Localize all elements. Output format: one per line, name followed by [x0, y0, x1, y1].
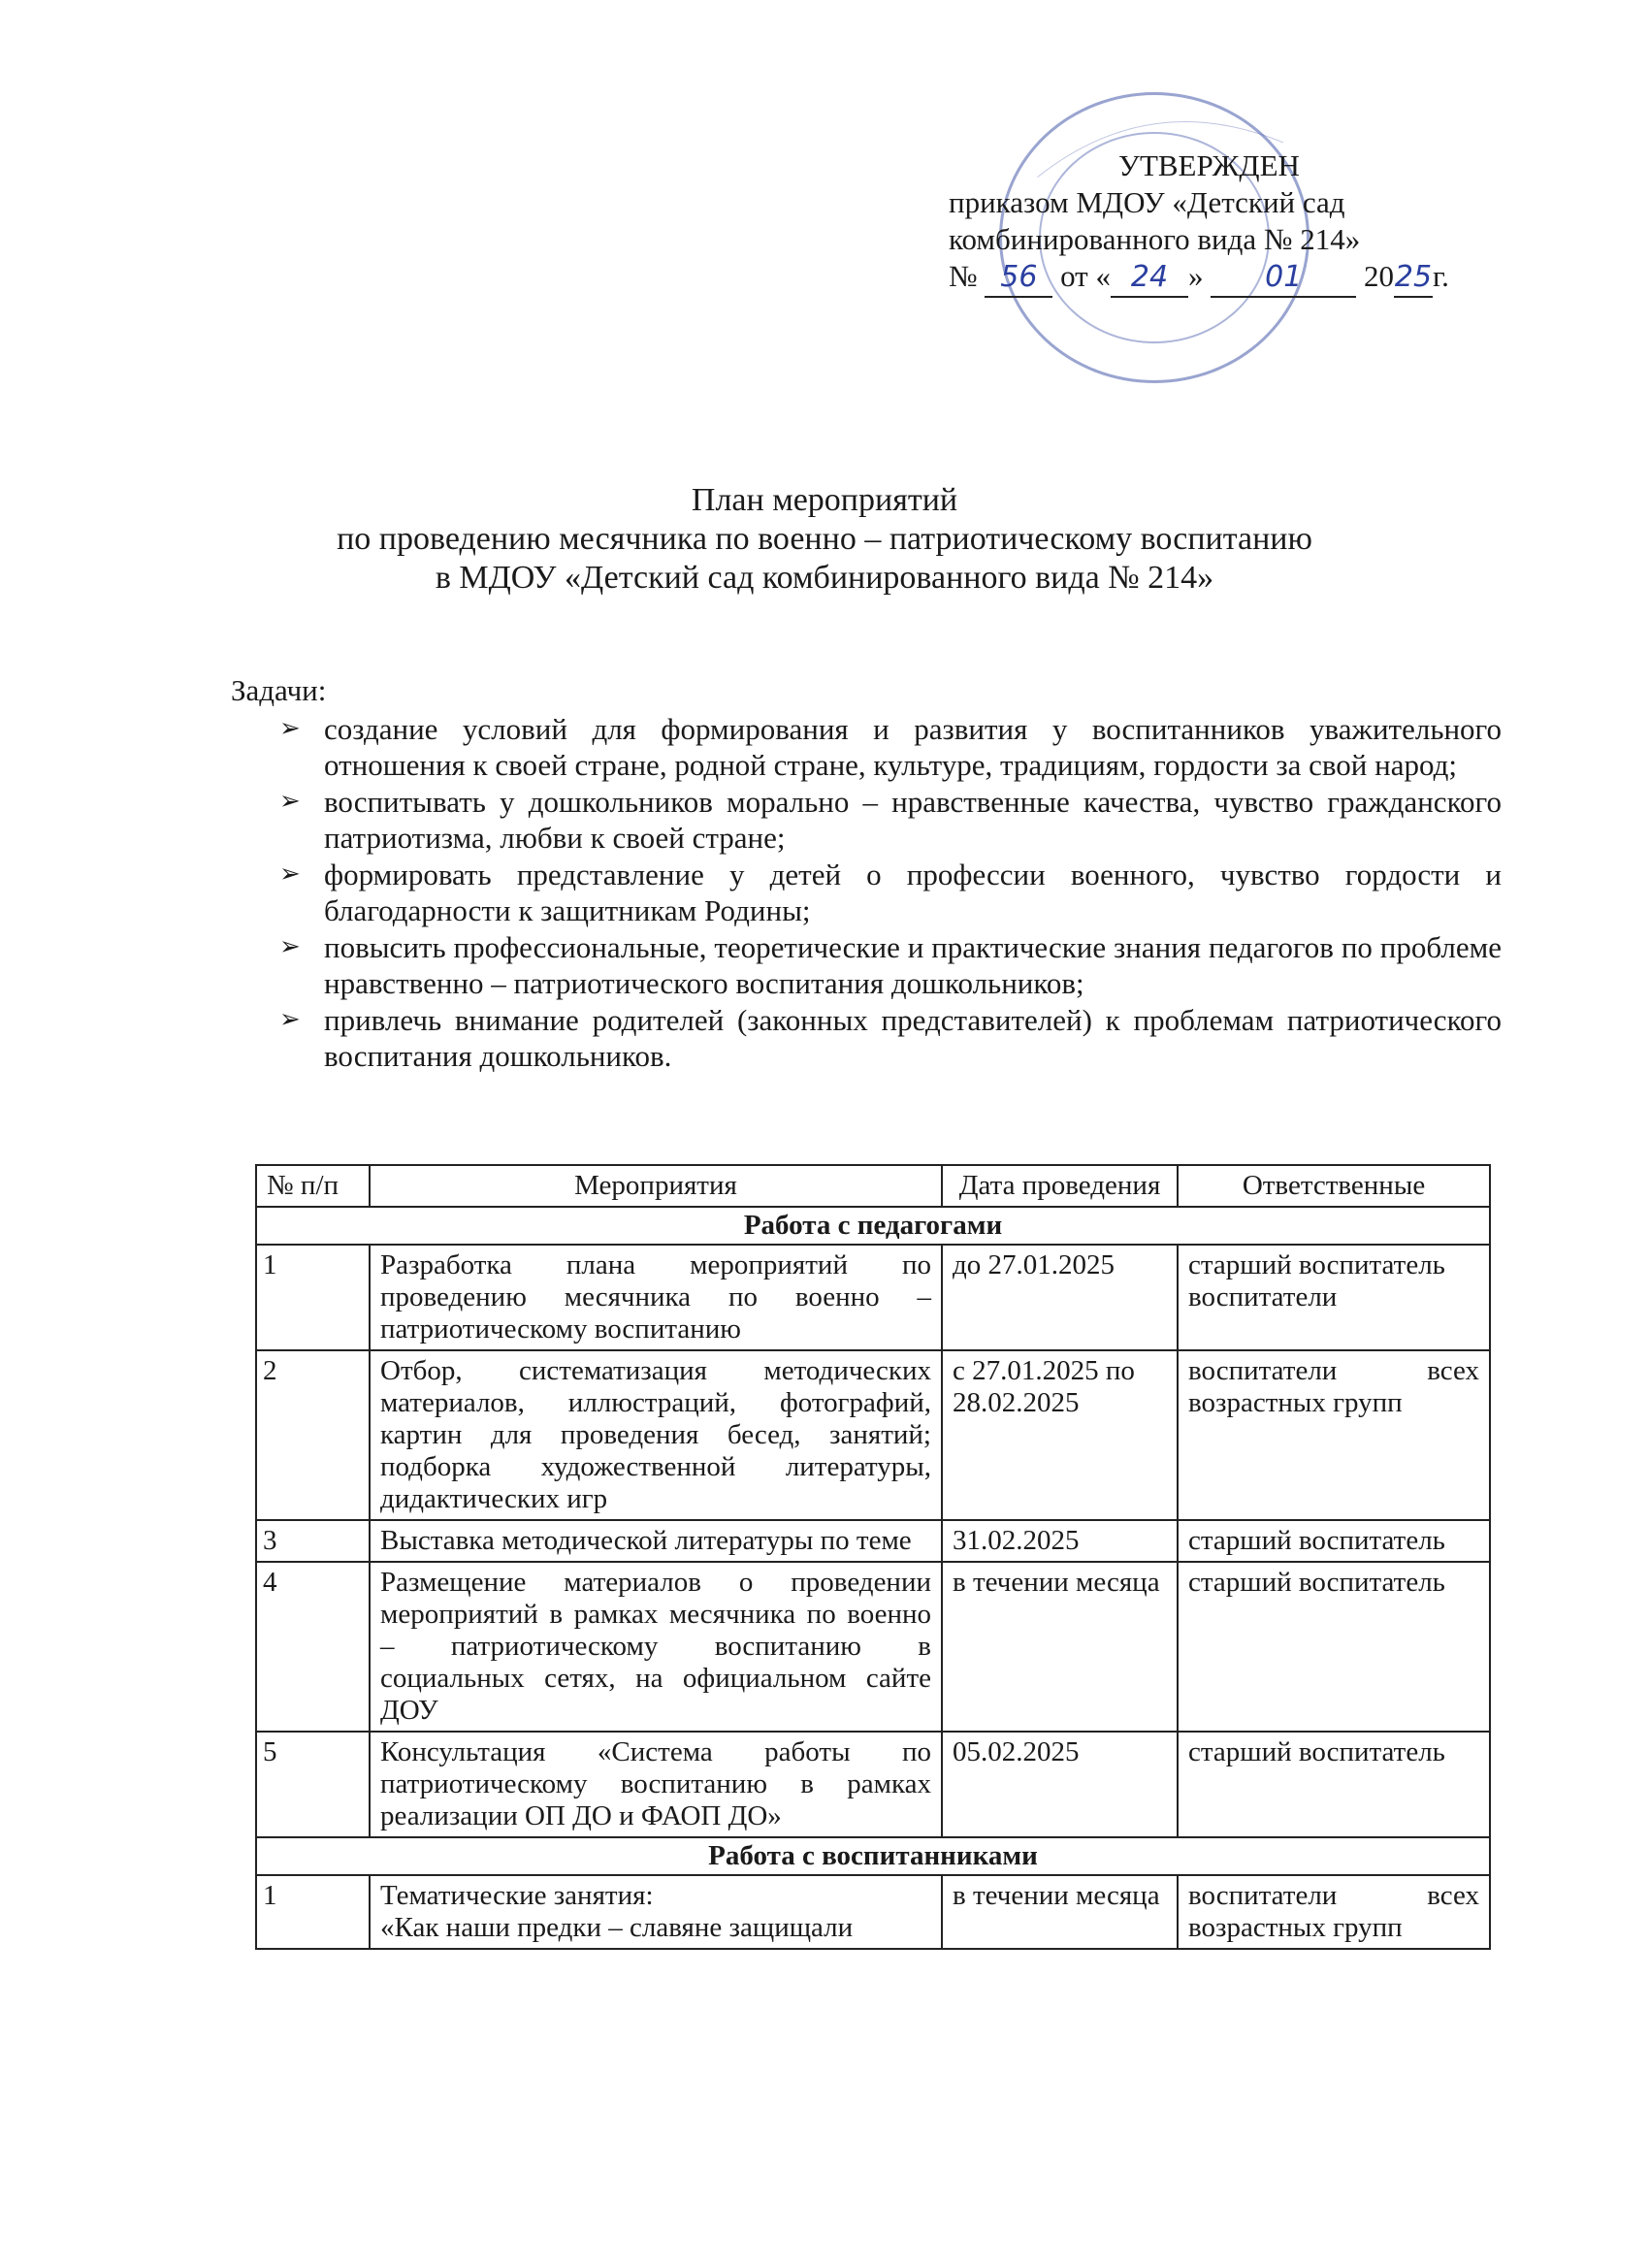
order-day-field — [1111, 258, 1188, 298]
order-year-field — [1394, 258, 1433, 298]
arrow-bullet-icon: ➢ — [279, 859, 301, 889]
order-quote-close: » — [1187, 259, 1204, 293]
header-event: Мероприятия — [370, 1165, 942, 1207]
arrow-bullet-icon: ➢ — [279, 714, 301, 743]
arrow-bullet-icon: ➢ — [279, 932, 301, 961]
approval-line2: комбинированного вида № 214» — [949, 222, 1361, 256]
order-year-suffix: г. — [1432, 259, 1449, 293]
arrow-bullet-icon: ➢ — [279, 1005, 301, 1034]
header-date: Дата проведения — [942, 1165, 1178, 1207]
order-year-prefix: 20 — [1363, 259, 1394, 293]
approval-title: УТВЕРЖДЕН — [1118, 148, 1300, 182]
table-row: 3 Выставка методической литературы по теме 31.02.2025 старший воспитатель — [256, 1520, 1490, 1562]
order-number-field — [985, 258, 1052, 298]
title-line3: в МДОУ «Детский сад комбинированного вида № 214» — [435, 560, 1214, 596]
order-number-value: 56 — [1000, 260, 1038, 294]
order-year-value: 25 — [1394, 260, 1433, 294]
section-children: Работа с воспитанниками — [256, 1837, 1490, 1875]
title-line1: План мероприятий — [691, 482, 958, 518]
section-teachers: Работа с педагогами — [256, 1207, 1490, 1245]
approval-line1: приказом МДОУ «Детский сад — [949, 185, 1345, 219]
task-item: ➢ воспитывать у дошкольников морально – нравственные качества, чувство гражданского патриотизма, любви к своей стране; — [279, 785, 1502, 855]
approval-block — [949, 147, 1472, 298]
task-item: ➢ привлечь внимание родителей (законных представителей) к проблемам патриотического воспитания дошкольников. — [279, 1003, 1502, 1073]
header-responsible: Ответственные — [1178, 1165, 1490, 1207]
order-date-prefix: от « — [1060, 259, 1111, 293]
arrow-bullet-icon: ➢ — [279, 787, 301, 816]
table-header-row — [256, 1165, 1490, 1207]
document-title — [0, 481, 1649, 598]
task-item: ➢ формировать представление у детей о профессии военного, чувство гордости и благодарности к защитникам Родины; — [279, 858, 1502, 927]
order-number-prefix: № — [949, 259, 978, 293]
order-month-field — [1211, 258, 1356, 298]
plan-table — [255, 1164, 1491, 1950]
approval-order-line — [949, 258, 1472, 298]
table-row: 5 Консультация «Система работы по патриотическому воспитанию в рамках реализации ОП ДО и ФАОП ДО» 05.02.2025 старший воспитатель — [256, 1732, 1490, 1837]
table-row: 1 Разработка плана мероприятий по проведению месячника по военно – патриотическому воспитанию до 27.01.2025 старший воспитатель воспитатели — [256, 1245, 1490, 1350]
table-row: 2 Отбор, систематизация методических материалов, иллюстраций, фотографий, картин для проведения бесед, занятий; подборка художественной литературы, дидактических игр с 27.01.2025 по 28.02.2025 воспитатели всех возрастных групп — [256, 1350, 1490, 1520]
table-row: 1 Тематические занятия: «Как наши предки – славяне защищали в течении месяца воспитатели всех возрастных групп — [256, 1875, 1490, 1949]
tasks-list — [279, 711, 1502, 1075]
title-line2: по проведению месячника по военно – патриотическому воспитанию — [337, 521, 1312, 557]
header-number: № п/п — [256, 1165, 370, 1207]
section-row — [256, 1207, 1490, 1245]
task-item: ➢ создание условий для формирования и развития у воспитанников уважительного отношения к своей стране, родной стране, культуре, традициям, гордости за свой народ; — [279, 712, 1502, 782]
section-row — [256, 1837, 1490, 1875]
order-month-value: 01 — [1265, 260, 1303, 294]
order-day-value: 24 — [1130, 260, 1169, 294]
table-row: 4 Размещение материалов о проведении мероприятий в рамках месячника по военно – патриотическому воспитанию в социальных сетях, на официальном сайте ДОУ в течении месяца старший воспитатель — [256, 1562, 1490, 1732]
task-item: ➢ повысить профессиональные, теоретические и практические знания педагогов по проблеме нравственно – патриотического воспитания дошкольников; — [279, 930, 1502, 1000]
tasks-label: Задачи: — [231, 673, 327, 707]
